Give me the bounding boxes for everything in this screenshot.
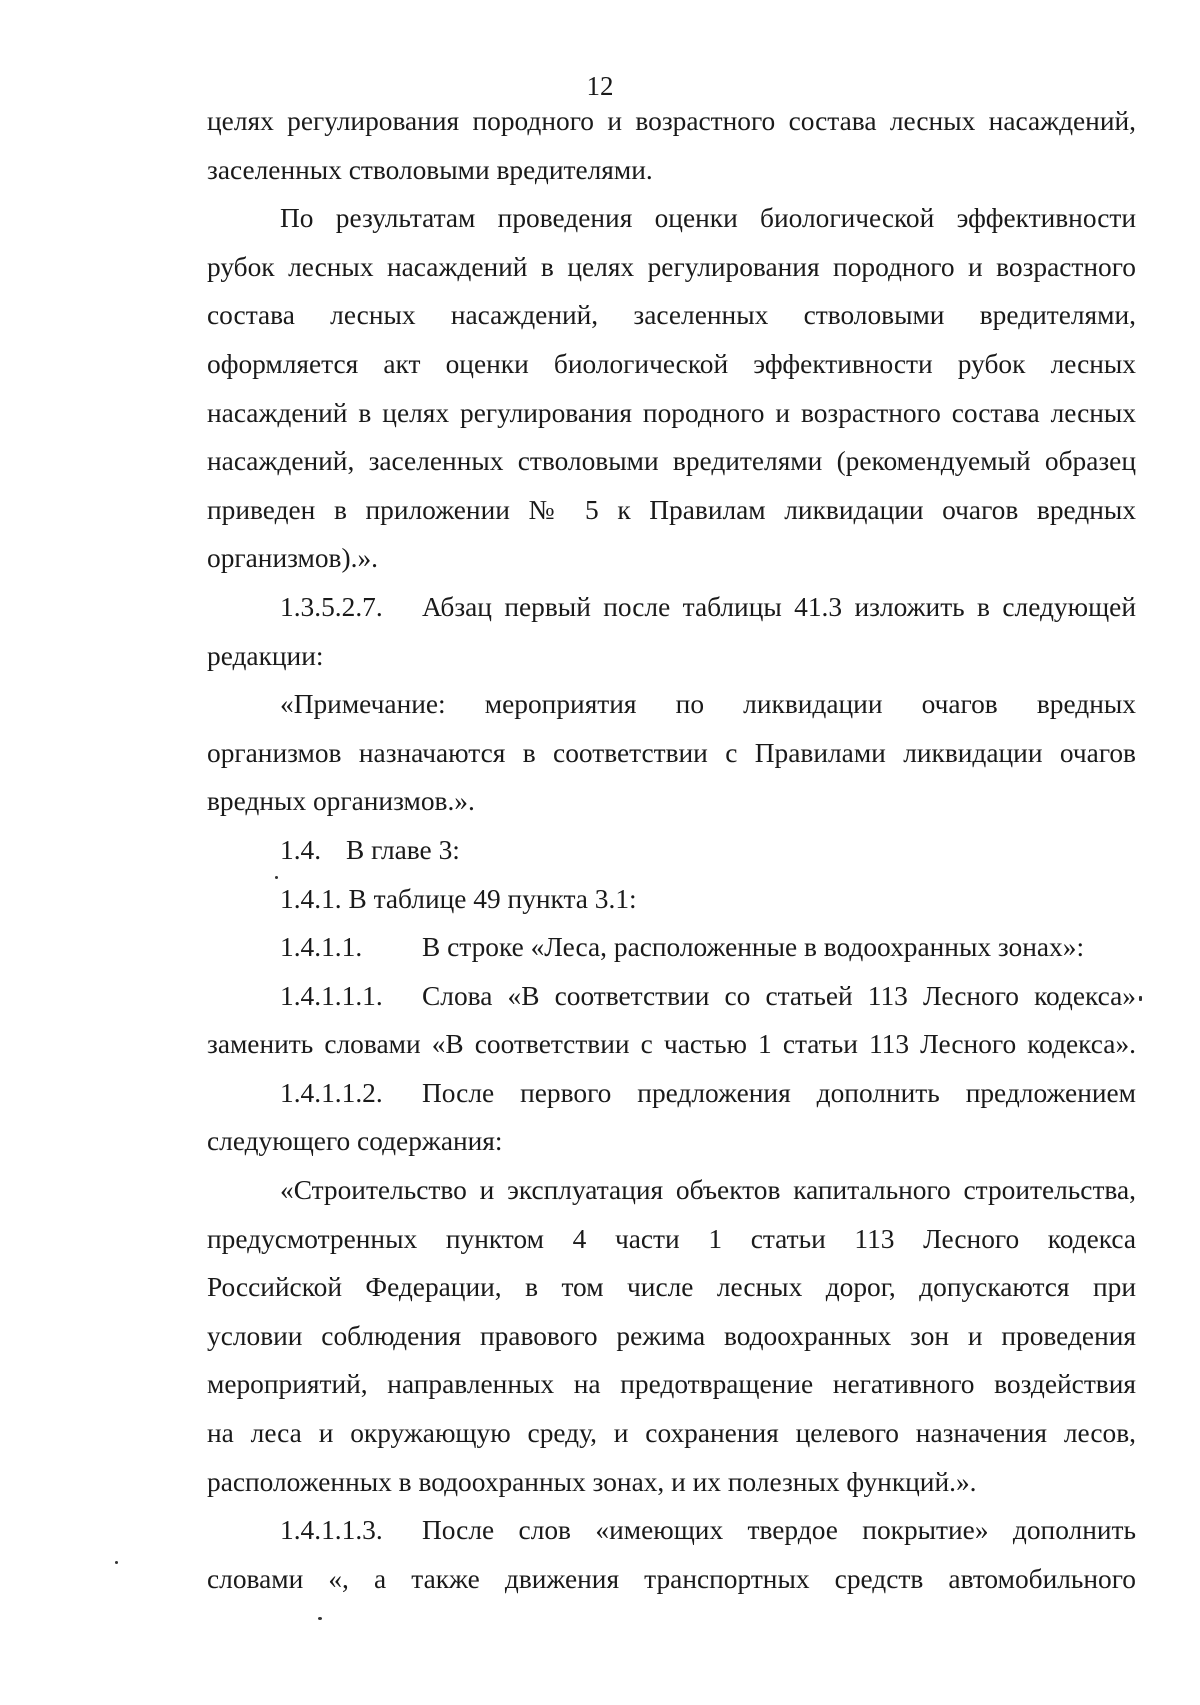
text-line: вредных организмов.». bbox=[207, 786, 475, 817]
text-line: расположенных в водоохранных зонах, и их полезных функций.». bbox=[207, 1466, 977, 1497]
document-body bbox=[207, 97, 1136, 1603]
item-number: 1.4.1.1. bbox=[280, 932, 363, 963]
scan-speck bbox=[1139, 996, 1142, 1001]
numbered-item-1-4 bbox=[207, 826, 1136, 875]
page-number: 12 bbox=[586, 71, 614, 101]
text-line: заселенных стволовыми вредителями. bbox=[207, 154, 653, 185]
numbered-item-1-3-5-2-7 bbox=[207, 583, 1136, 632]
scan-speck bbox=[275, 876, 278, 879]
text-line: на леса и окружающую среду, и сохранения целевого назначения лесов, bbox=[207, 1418, 1136, 1449]
item-number: 1.4.1.1.2. bbox=[280, 1077, 383, 1108]
text-line: насаждений, заселенных стволовыми вредителями (рекомендуемый образец bbox=[207, 446, 1136, 477]
text-line: целях регулирования породного и возрастного состава лесных насаждений, bbox=[207, 106, 1136, 136]
text-line: «Строительство и эксплуатация объектов капитального строительства, bbox=[280, 1175, 1136, 1206]
text-line: условии соблюдения правового режима водоохранных зон и проведения bbox=[207, 1320, 1136, 1351]
item-text: После первого предложения дополнить предложением bbox=[422, 1077, 1136, 1108]
text-line: словами «, а также движения транспортных средств автомобильного bbox=[207, 1563, 1136, 1594]
text-line: насаждений в целях регулирования породного и возрастного состава лесных bbox=[207, 397, 1136, 428]
text-line: заменить словами «В соответствии с частью 1 статьи 113 Лесного кодекса». bbox=[207, 1029, 1136, 1060]
numbered-item-1-4-1-1-2 bbox=[207, 1069, 1136, 1118]
item-text: В главе 3: bbox=[346, 834, 460, 865]
text-line: организмов назначаются в соответствии с Правилами ликвидации очагов bbox=[207, 737, 1136, 768]
item-text: Абзац первый после таблицы 41.3 изложить в следующей bbox=[422, 591, 1136, 622]
text-line: мероприятий, направленных на предотвращение негативного воздействия bbox=[207, 1369, 1136, 1400]
item-number: 1.4. bbox=[280, 834, 322, 865]
text-line: приведен в приложении № 5 к Правилам ликвидации очагов вредных bbox=[207, 494, 1136, 525]
item-text: В строке «Леса, расположенные в водоохранных зонах»: bbox=[422, 932, 1085, 963]
text-line: состава лесных насаждений, заселенных стволовыми вредителями, bbox=[207, 300, 1136, 331]
text-line: следующего содержания: bbox=[207, 1126, 503, 1157]
text-line: 1.4.1. В таблице 49 пункта 3.1: bbox=[280, 883, 637, 914]
item-number: 1.4.1.1.3. bbox=[280, 1515, 383, 1546]
scan-speck bbox=[115, 1561, 118, 1564]
text-line: «Примечание: мероприятия по ликвидации очагов вредных bbox=[280, 689, 1136, 720]
numbered-item-1-4-1-1-1 bbox=[207, 972, 1136, 1021]
item-text: Слова «В соответствии со статьей 113 Лесного кодекса» bbox=[422, 980, 1136, 1011]
text-line: оформляется акт оценки биологической эффективности рубок лесных bbox=[207, 348, 1136, 379]
text-line: предусмотренных пунктом 4 части 1 статьи 113 Лесного кодекса bbox=[207, 1223, 1136, 1254]
item-text: После слов «имеющих твердое покрытие» дополнить bbox=[422, 1515, 1136, 1546]
numbered-item-1-4-1-1 bbox=[207, 923, 1136, 972]
text-line: Российской Федерации, в том числе лесных дорог, допускаются при bbox=[207, 1272, 1136, 1303]
text-line: рубок лесных насаждений в целях регулирования породного и возрастного bbox=[207, 251, 1136, 282]
item-number: 1.3.5.2.7. bbox=[280, 591, 383, 622]
scan-speck bbox=[318, 1617, 322, 1620]
numbered-item-1-4-1-1-3 bbox=[207, 1506, 1136, 1555]
text-line: По результатам проведения оценки биологической эффективности bbox=[280, 203, 1136, 234]
text-line: редакции: bbox=[207, 640, 324, 671]
item-number: 1.4.1.1.1. bbox=[280, 980, 383, 1011]
text-line: организмов).». bbox=[207, 543, 379, 574]
